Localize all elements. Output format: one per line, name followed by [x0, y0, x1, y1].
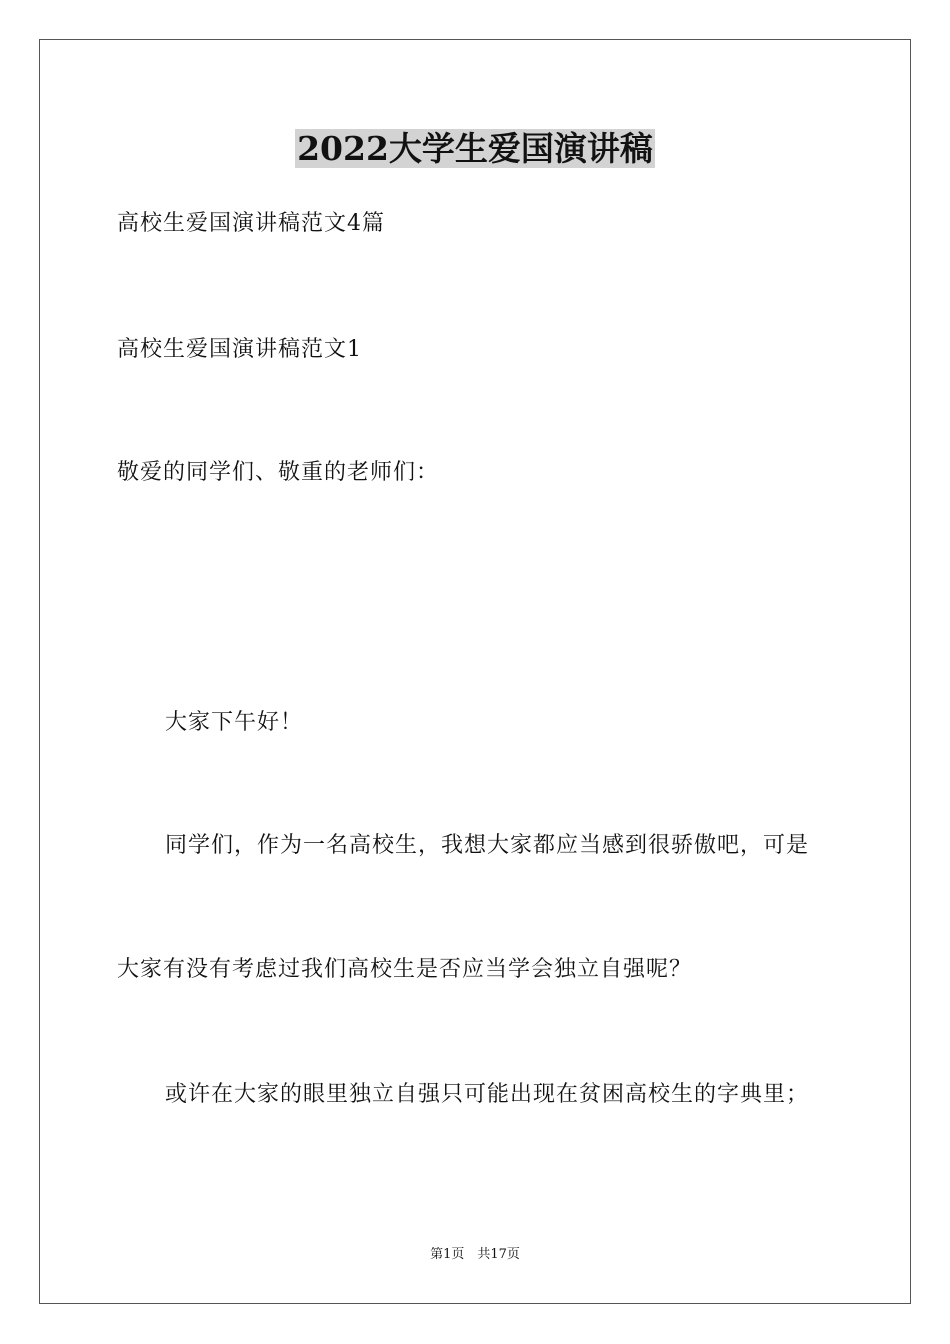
body-paragraph: 大家有没有考虑过我们高校生是否应当学会独立自强呢？ [117, 957, 693, 982]
salutation: 敬爱的同学们、敬重的老师们： [117, 460, 440, 485]
body-paragraph: 或许在大家的眼里独立自强只可能出现在贫困高校生的字典里； [165, 1082, 810, 1107]
page-number-footer: 第1页 共17页 [430, 1247, 520, 1262]
body-paragraph: 同学们，作为一名高校生，我想大家都应当感到很骄傲吧，可是 [165, 833, 810, 858]
greeting: 大家下午好！ [165, 710, 304, 735]
subtitle-line: 高校生爱国演讲稿范文4篇 [117, 211, 385, 236]
document-title [0, 128, 950, 170]
section-heading: 高校生爱国演讲稿范文1 [117, 337, 362, 362]
document-title-text: 2022大学生爱国演讲稿 [297, 129, 653, 168]
